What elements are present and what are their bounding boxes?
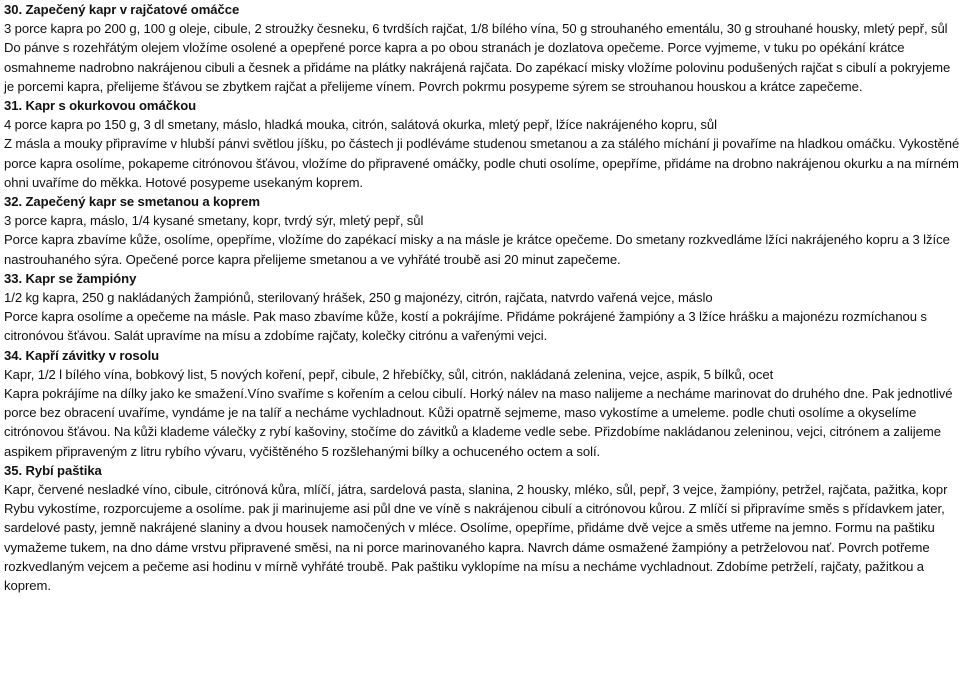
recipe-35 (4, 461, 960, 595)
recipe-number: 32. (4, 194, 23, 210)
recipe-title (4, 96, 960, 115)
instructions-text: Rybu vykostíme, rozporcujeme a osolíme. pak ji marinujeme asi půl dne ve víně s nakrájenou cibulí a citrónovou kůrou. Z mlíčí si připravíme směs s přídavkem jater, sardelové pasty, jemně nakrájené slaniny a dvou housek namočených v mléce. Osolíme, opepříme, přidáme dvě vejce a směs utřeme na jemno. Formu na paštiku vymažeme tukem, na dno dáme vrstvu připravené směsi, na ni porce marinovaného kapra. Navrch dáme osmažené žampióny a petrželovou nať. Povrch potřeme rozkvedlaným vejcem a pečeme asi hodinu v mírně vyhřáté troubě. Pak paštiku vyklopíme na mísu a necháme vychladnout. Zdobíme petrželí, rajčaty, pažitkou a koprem. (4, 501, 945, 594)
ingredients-text: 1/2 kg kapra, 250 g nakládaných žampiónů, sterilovaný hrášek, 250 g majonézy, citrón, rajčata, natvrdo vařená vejce, máslo (4, 290, 713, 306)
recipe-name: Rybí paštika (25, 462, 102, 478)
ingredients-text: 3 porce kapra po 200 g, 100 g oleje, cibule, 2 stroužky česneku, 6 tvrdších rajčat, 1/8 bílého vína, 50 g strouhaného ementálu, 30 g strouhané housky, mletý pepř, sůl (4, 21, 948, 37)
recipe-title (4, 0, 960, 19)
recipe-title (4, 192, 960, 211)
instructions-text: Z másla a mouky připravíme v hlubší pánvi světlou jíšku, po částech ji podléváme studenou smetanou a za stálého míchání ji povaříme na hladkou omáčku. Vykostěné porce kapra osolíme, pokapeme citrónovou šťávou, vložíme do připravené omáčky, podle chuti osolíme, opepříme, přidáme na drobno nakrájenou okurku a na mírném ohni uvaříme do měkka. Hotové posypeme usekaným koprem. (4, 136, 960, 190)
recipe-34 (4, 346, 960, 461)
recipe-name: Kapr se žampióny (25, 270, 137, 286)
ingredients-text: Kapr, 1/2 l bílého vína, bobkový list, 5 nových koření, pepř, cibule, 2 hřebíčky, sůl, citrón, nakládaná zelenina, vejce, aspik, 5 bílků, ocet (4, 366, 774, 382)
recipe-31 (4, 96, 960, 192)
recipe-name: Kapří závitky v rosolu (25, 347, 160, 363)
recipe-name: Zapečený kapr se smetanou a koprem (25, 194, 260, 210)
recipe-number: 30. (4, 2, 23, 17)
recipe-name: Zapečený kapr v rajčatové omáčce (25, 2, 240, 17)
instructions-text: Porce kapra osolíme a opečeme na másle. Pak maso zbavíme kůže, kostí a pokrájíme. Přidáme pokrájené žampióny a 3 lžíce hrášku a majonézu rozmíchanou s citronóvou šťávou. Salát upravíme na mísu a zdobíme rajčaty, kolečky citrónu a vařenými vejci. (4, 309, 927, 344)
recipe-number: 35. (4, 462, 23, 478)
ingredients-text: 4 porce kapra po 150 g, 3 dl smetany, máslo, hladká mouka, citrón, salátová okurka, mletý pepř, lžíce nakrájeného kopru, sůl (4, 117, 718, 133)
ingredients-text: 3 porce kapra, máslo, 1/4 kysané smetany, kopr, tvrdý sýr, mletý pepř, sůl (4, 213, 424, 229)
instructions-text: Porce kapra zbavíme kůže, osolíme, opepříme, vložíme do zapékací misky a na másle je krátce opečeme. Do smetany rozkvedláme lžíci nakrájeného kopru a 3 lžíce nastrouhaného sýra. Opečené porce kapra přelijeme smetanou a ve vyhřáté troubě asi 20 minut zapečeme. (4, 232, 950, 267)
recipe-32 (4, 192, 960, 269)
recipe-33 (4, 269, 960, 346)
recipe-30 (4, 0, 960, 96)
recipe-title (4, 346, 960, 365)
instructions-text: Do pánve s rozehřátým olejem vložíme osolené a opepřené porce kapra a po obou stranách je dozlatova opečeme. Porce vyjmeme, v tuku po opékání krátce osmahneme nadrobno nakrájenou cibuli a česnek a přidáme na plátky nakrájená rajčata. Do zapékací misky vložíme polovinu podušených rajčat s cibulí a pokryjeme je porcemi kapra, přelijeme šťávou se zbytkem rajčat a přelijeme vínem. Povrch pokrmu posypeme sýrem se strouhanou houskou a krátce zapečeme. (4, 40, 951, 94)
recipe-name: Kapr s okurkovou omáčkou (25, 98, 197, 114)
recipe-title (4, 269, 960, 288)
recipe-number: 34. (4, 347, 23, 363)
recipe-number: 31. (4, 98, 23, 114)
recipe-title (4, 461, 960, 480)
instructions-text: Kapra pokrájíme na dílky jako ke smažení.Víno svaříme s kořením a celou cibulí. Horký nálev na maso nalijeme a necháme marinovat do druhého dne. Pak jednotlivé porce bez obracení uvaříme, vyndáme je na talíř a necháme vychladnout. Kůži opatrně sejmeme, maso vykostíme a umeleme. podle chuti osolíme a okyselíme citrónovou šťávou. Na kůži klademe válečky z rybí kašoviny, stočíme do závitků a klademe vedle sebe. Přizdobíme nakládanou zeleninou, vejci, citrónem a zalijeme aspikem připraveným z litru rybího vývaru, vyčištěného 5 rozšlehanými bílky a ochuceného octem a solí. (4, 386, 953, 459)
recipe-number: 33. (4, 270, 23, 286)
ingredients-text: Kapr, červené nesladké víno, cibule, citrónová kůra, mlíčí, játra, sardelová pasta, slanina, 2 housky, mléko, sůl, pepř, 3 vejce, žampióny, petržel, rajčata, pažitka, kopr (4, 482, 948, 498)
